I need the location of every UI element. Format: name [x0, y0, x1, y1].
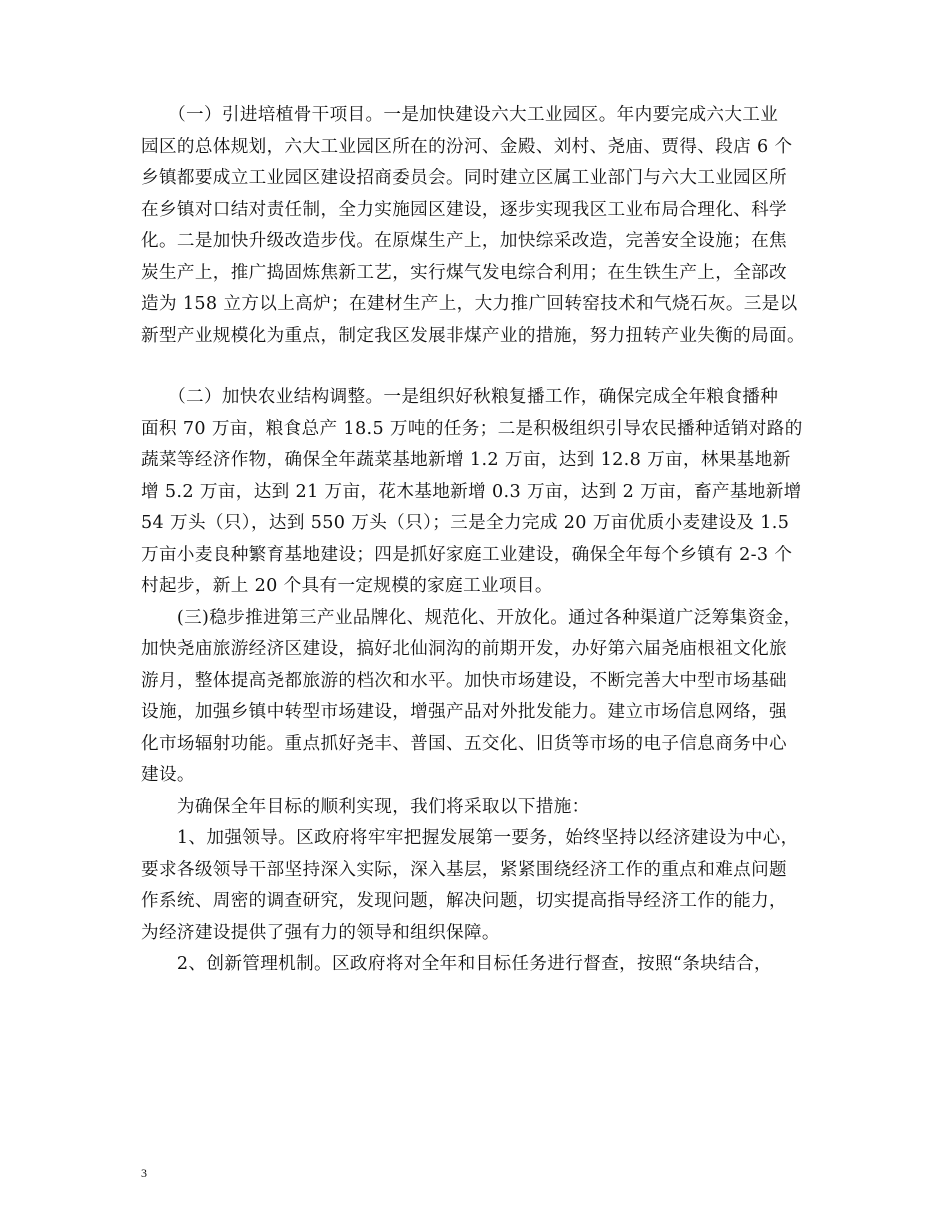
text-line: （二）加快农业结构调整。一是组织好秋粮复播工作，确保完成全年粮食播种: [141, 387, 779, 407]
text-line: 2、创新管理机制。区政府将对全年和目标任务进行督查，按照“条块结合，: [141, 954, 772, 974]
text-line: 设施，加强乡镇中转型市场建设，增强产品对外批发能力。建立市场信息网络，强: [141, 702, 787, 722]
text-line: 54 万头（只），达到 550 万头（只）；三是全力完成 20 万亩优质小麦建设及 1.5: [141, 513, 790, 533]
text-line: 1、加强领导。区政府将牢牢把握发展第一要务，始终坚持以经济建设为中心，: [141, 828, 799, 848]
text-line: （一）引进培植骨干项目。一是加快建设六大工业园区。年内要完成六大工业: [141, 105, 779, 125]
paragraph-tertiary-industry: [141, 603, 821, 792]
text-line: 为经济建设提供了强有力的领导和组织保障。: [141, 922, 500, 943]
paragraph-management: [141, 949, 821, 981]
text-line: 村起步，新上 20 个具有一定规模的家庭工业项目。: [141, 576, 553, 596]
paragraph-industry: [141, 100, 821, 352]
page-number: 3: [141, 1166, 147, 1180]
text-line: 炭生产上，推广捣固炼焦新工艺，实行煤气发电综合利用；在生铁生产上，全部改: [141, 262, 787, 283]
paragraph-measures-intro: [141, 792, 821, 824]
text-line: 蔬菜等经济作物，确保全年蔬菜基地新增 1.2 万亩，达到 12.8 万亩，林果基地新: [141, 450, 791, 470]
text-line: 园区的总体规划，六大工业园区所在的汾河、金殿、刘村、尧庙、贾得、段店 6 个: [141, 136, 793, 157]
text-line: 为确保全年目标的顺利实现，我们将采取以下措施：: [141, 796, 590, 817]
text-line: 作系统、周密的调查研究，发现问题，解决问题，切实提高指导经济工作的能力，: [141, 891, 787, 911]
paragraph-spacer: [141, 352, 821, 382]
text-line: 化。二是加快升级改造步伐。在原煤生产上，加快综采改造，完善安全设施；在焦: [141, 231, 787, 251]
text-line: 面积 70 万亩，粮食总产 18.5 万吨的任务；二是积极组织引导农民播种适销对路的: [141, 418, 803, 439]
text-line: (三)稳步推进第三产业品牌化、规范化、开放化。通过各种渠道广泛筹集资金，: [141, 607, 802, 628]
text-line: 乡镇都要成立工业园区建设招商委员会。同时建立区属工业部门与六大工业园区所: [141, 168, 787, 188]
text-line: 新型产业规模化为重点，制定我区发展非煤产业的措施，努力扭转产业失衡的局面。: [141, 325, 805, 346]
text-line: 要求各级领导干部坚持深入实际，深入基层，紧紧围绕经济工作的重点和难点问题: [141, 859, 787, 880]
text-line: 造为 158 立方以上高炉；在建材生产上，大力推广回转窑技术和气烧石灰。三是以: [141, 294, 798, 314]
text-line: 在乡镇对口结对责任制，全力实施园区建设，逐步实现我区工业布局合理化、科学: [141, 199, 787, 220]
text-line: 建设。: [141, 765, 195, 785]
text-line: 增 5.2 万亩，达到 21 万亩，花木基地新增 0.3 万亩，达到 2 万亩，畜产基地新增: [141, 481, 802, 502]
text-line: 游月，整体提高尧都旅游的档次和水平。加快市场建设，不断完善大中型市场基础: [141, 670, 787, 691]
text-line: 加快尧庙旅游经济区建设，搞好北仙洞沟的前期开发，办好第六届尧庙根祖文化旅: [141, 639, 787, 659]
paragraph-leadership: [141, 823, 821, 949]
text-line: 万亩小麦良种繁育基地建设；四是抓好家庭工业建设，确保全年每个乡镇有 2-3 个: [141, 544, 793, 565]
paragraph-agriculture: [141, 382, 821, 603]
document-body: [141, 100, 821, 981]
text-line: 化市场辐射功能。重点抓好尧丰、普国、五交化、旧货等市场的电子信息商务中心: [141, 733, 787, 754]
